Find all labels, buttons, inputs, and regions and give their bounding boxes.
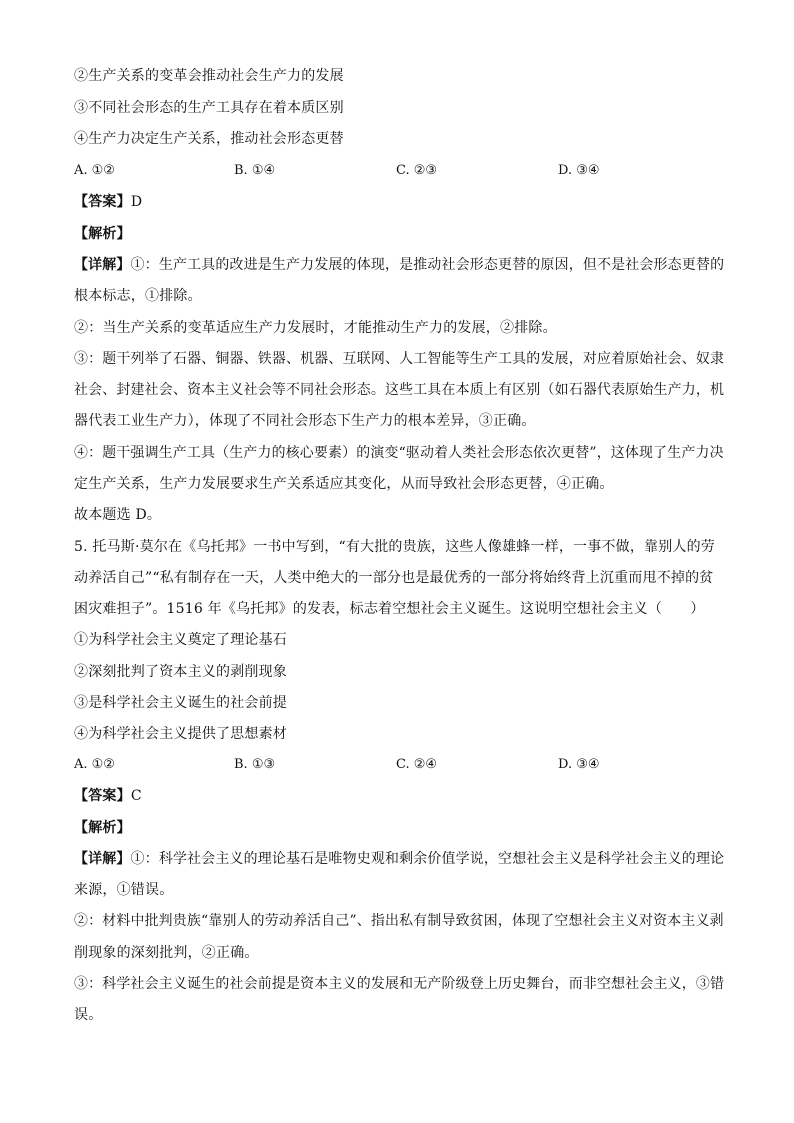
- q5-detail-1a-text: ①：科学社会主义的理论基石是唯物史观和剩余价值学说，空想社会主义是科学社会主义的理论: [130, 851, 725, 867]
- q5-statement-1: ①为科学社会主义奠定了理论基石: [74, 632, 287, 648]
- q4-detail-3a: ③：题干列举了石器、铜器、铁器、机器、互联网、人工智能等生产工具的发展，对应着原始社会、奴隶: [74, 351, 725, 367]
- q4-detail-4b: 定生产关系，生产力发展要求生产关系适应其变化，从而导致社会形态更替，④正确。: [74, 476, 614, 492]
- q4-statement-4: ④生产力决定生产关系，推动社会形态更替: [74, 131, 344, 147]
- q5-statement-4: ④为科学社会主义提供了思想素材: [74, 726, 287, 742]
- q4-detail-3c: 器代表工业生产力），体现了不同社会形态下生产力的根本差异，③正确。: [74, 413, 536, 429]
- q5-answer-value: C: [130, 788, 142, 804]
- q5-answer-tag: 【答案】: [74, 788, 131, 804]
- q4-option-c: C. ②③: [396, 163, 438, 178]
- q4-option-a: A. ①②: [74, 163, 115, 178]
- q5-detail-2b: 削现象的深刻批判，②正确。: [74, 945, 259, 961]
- q5-detail-3b: 误。: [74, 1007, 103, 1023]
- q5-stem-line-2: 动养活自己”“私有制存在一天，人类中绝大的一部分也是最优秀的一部分将始终背上沉重而甩不掉的贫: [74, 570, 714, 586]
- q4-statement-3: ③不同社会形态的生产工具存在着本质区别: [74, 100, 344, 116]
- q4-conclusion: 故本题选 D。: [74, 507, 162, 523]
- q4-detail-2: ②：当生产关系的变革适应生产力发展时，才能推动生产力的发展，②排除。: [74, 320, 557, 336]
- q4-analysis-tag: 【解析】: [74, 226, 131, 242]
- q4-detail-1a: [74, 255, 725, 275]
- q4-statement-2: ②生产关系的变革会推动社会生产力的发展: [74, 68, 344, 84]
- q5-detail-tag: 【详解】: [74, 851, 131, 867]
- q5-detail-1a: [74, 849, 725, 869]
- q4-answer-value: D: [130, 194, 143, 210]
- q4-detail-tag: 【详解】: [74, 257, 131, 273]
- q4-answer: [74, 192, 724, 212]
- q5-option-b: B. ①③: [234, 757, 276, 772]
- q5-detail-3a: ③：科学社会主义诞生的社会前提是资本主义的发展和无产阶级登上历史舞台，而非空想社会主义，③错: [74, 976, 725, 992]
- q5-statement-3: ③是科学社会主义诞生的社会前提: [74, 695, 287, 711]
- q5-analysis-tag: 【解析】: [74, 820, 131, 836]
- q4-detail-4a: ④：题干强调生产工具（生产力的核心要素）的演变“驱动着人类社会形态依次更替”，这体现了生产力决: [74, 445, 724, 461]
- q5-answer: [74, 786, 724, 806]
- q5-option-a: A. ①②: [74, 757, 115, 772]
- q4-analysis-heading: [74, 224, 724, 244]
- q4-option-d: D. ③④: [558, 163, 600, 178]
- q5-statement-2: ②深刻批判了资本主义的剥削现象: [74, 664, 287, 680]
- q5-detail-1b: 来源，①错误。: [74, 882, 174, 898]
- q4-detail-1a-text: ①：生产工具的改进是生产力发展的体现，是推动社会形态更替的原因，但不是社会形态更替的: [130, 257, 725, 273]
- q5-option-d: D. ③④: [558, 757, 600, 772]
- q4-answer-tag: 【答案】: [74, 194, 131, 210]
- q4-detail-3b: 社会、封建社会、资本主义社会等不同社会形态。这些工具在本质上有区别（如石器代表原始生产力，机: [74, 382, 725, 398]
- q5-detail-2a: ②：材料中批判贵族“靠别人的劳动养活自己”、指出私有制导致贫困，体现了空想社会主义对资本主义剥: [74, 913, 724, 929]
- q4-option-b: B. ①④: [234, 163, 276, 178]
- q5-stem-line-1: 5. 托马斯·莫尔在《乌托邦》一书中写到，“有大批的贵族，这些人像雄蜂一样，一事不做，靠别人的劳: [74, 539, 716, 555]
- q5-option-c: C. ②④: [396, 757, 438, 772]
- q5-stem-line-3: 困灾难担子”。1516 年《乌托邦》的发表，标志着空想社会主义诞生。这说明空想社会主义（ ）: [74, 601, 705, 617]
- q4-detail-1b: 根本标志，①排除。: [74, 288, 202, 304]
- q5-analysis-heading: [74, 818, 724, 838]
